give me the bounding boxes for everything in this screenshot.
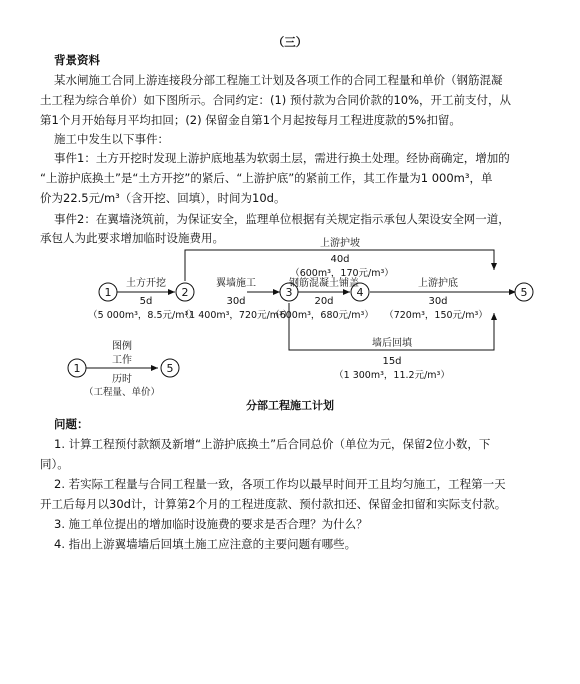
paragraph-line: 事件1：土方开挖时发现上游护底地基为软弱土层，需进行换土处理。经协商确定，增加的 — [54, 151, 510, 165]
legend-node-to: 5 — [166, 362, 174, 375]
activity-qty: （600m³，680元/m³） — [270, 310, 374, 321]
activity-qty: （1 300m³，11.2元/m³） — [334, 370, 450, 381]
question-line: 1. 计算工程预付款额及新增“上游护底换土”后合同总价（单位为元，保留2位小数，下 — [54, 437, 491, 451]
activity-name: 上游护坡 — [320, 238, 360, 249]
legend-node-from: 1 — [73, 362, 81, 375]
paragraph-line: “上游护底换土”是“土方开挖”的紧后、“上游护底”的紧前工作，其工作量为1 000m³，单 — [40, 171, 493, 185]
svg-text:5: 5 — [520, 286, 528, 299]
svg-text:4: 4 — [356, 286, 364, 299]
svg-text:2: 2 — [181, 286, 189, 299]
paragraph-line: 承包人为此要求增加临时设施费用。 — [40, 231, 224, 245]
activity-name: 翼墙施工 — [216, 278, 256, 289]
paragraph-line: 第1个月开始每月平均扣回；(2) 保留金自第1个月起按每月工程进度款的5%扣留。 — [40, 113, 461, 127]
node-5 — [515, 283, 533, 301]
question-line: 4. 指出上游翼墙墙后回填土施工应注意的主要问题有哪些。 — [54, 537, 357, 551]
activity-qty: （600m³，170元/m³） — [290, 268, 394, 279]
question-line: 同）。 — [40, 457, 69, 471]
paragraph-line: 某水闸施工合同上游连接段分部工程施工计划及各项工作的合同工程量和单价（钢筋混凝 — [54, 73, 503, 87]
activity-name: 土方开挖 — [126, 278, 166, 289]
figure-caption: 分部工程施工计划 — [246, 399, 334, 412]
activity-name: 墙后回填 — [372, 338, 412, 349]
activity-duration: 40d — [330, 254, 350, 265]
paragraph-line: 施工中发生以下事件： — [54, 132, 169, 146]
activity-qty: （1 400m³，720元/m³） — [179, 310, 293, 321]
question-line: 开工后每月以30d计，计算第2个月的工程进度款、预付款扣还、保留金扣留和实际支付款。 — [40, 497, 507, 511]
question-line: 3. 施工单位提出的增加临时设施费的要求是否合理？为什么？ — [54, 517, 368, 531]
legend-duration: 历时 — [112, 374, 132, 385]
legend-qty: （工程量、单价） — [83, 387, 161, 398]
questions-title: 问题： — [54, 417, 89, 431]
activity-duration: 30d — [226, 296, 246, 307]
node-2 — [176, 283, 194, 301]
paragraph-line: 价为22.5元/m³（含开挖、回填），时间为10d。 — [40, 191, 286, 205]
activity-name: 上游护底 — [418, 278, 458, 289]
activity-qty: （5 000m³，8.5元/m³） — [88, 310, 198, 321]
svg-text:1: 1 — [104, 286, 112, 299]
activity-name: 钢筋混凝土铺盖 — [289, 278, 359, 289]
node-1 — [99, 283, 117, 301]
activity-duration: 30d — [428, 296, 448, 307]
svg-text:3: 3 — [285, 286, 293, 299]
legend-work: 工作 — [112, 355, 132, 366]
question-line: 2. 若实际工程量与合同工程量一致，各项工作均以最早时间开工且均匀施工，工程第一天 — [54, 477, 506, 491]
paragraph-line: 事件2：在翼墙浇筑前，为保证安全，监理单位根据有关规定指示承包人架设安全网一道， — [54, 212, 510, 226]
activity-duration: 15d — [382, 356, 402, 367]
background-title: 背景资料 — [54, 53, 100, 67]
activity-duration: 5d — [139, 296, 153, 307]
activity-qty: （720m³，150元/m³） — [384, 310, 488, 321]
legend — [68, 339, 179, 398]
paragraph-line: 土工程为综合单价）如下图所示。合同约定：(1) 预付款为合同价款的10%，开工前支付，从 — [40, 93, 512, 107]
section-heading: （三） — [272, 35, 308, 49]
legend-title: 图例 — [112, 341, 132, 352]
activity-duration: 20d — [314, 296, 334, 307]
